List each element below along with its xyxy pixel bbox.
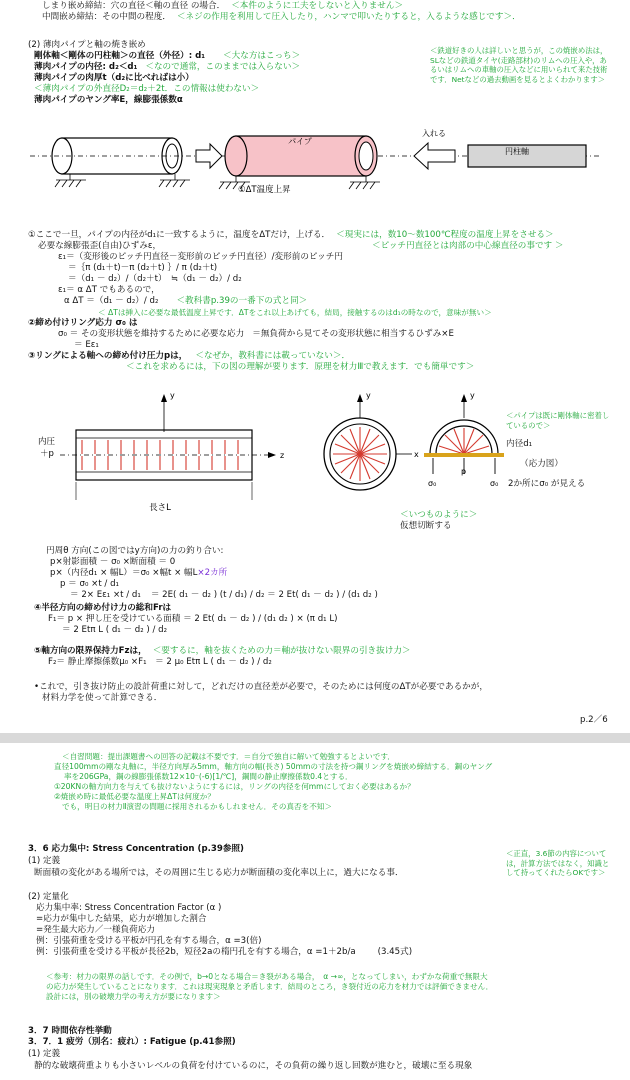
note-text: ＜いつものように＞ — [400, 510, 478, 520]
equation: p×射影面積 － σ₀ ×断面積 ＝ 0 — [50, 557, 176, 567]
equation — [70, 590, 378, 601]
equation — [64, 296, 307, 307]
text: σ₀ ＝ その変形状態を維持するために必要な応力 — [58, 329, 245, 339]
text-line: 例：引張荷重を受ける平板が円孔を有する場合，α =3(倍) — [36, 936, 262, 946]
fig-note: ＜パイプは既に剛体軸に密着しているので＞ — [506, 411, 610, 430]
text-line — [28, 351, 350, 362]
section-heading: 3．7．1 疲労（別名：疲れ）: Fatigue (p.41参照) — [28, 1037, 236, 1047]
text-line — [28, 230, 554, 241]
page-separator — [0, 733, 630, 743]
text: ①ここで一旦，パイプの内径がd₁に一致するように，温度をΔTだけ，上げる． — [28, 230, 331, 240]
text: 例：引張荷重を受ける平板が長径2b，短径2aの楕円孔を有する場合，α =1＋2b/a — [36, 947, 356, 957]
pipe-end — [225, 136, 247, 176]
figure-caption: ①ΔT温度上昇 — [238, 185, 291, 195]
note-text: ＜薄肉パイプの外直径D₂＝d₂＋2t．この情報は使わない＞ — [34, 84, 260, 94]
pressure-figure — [0, 378, 630, 538]
text: ＝ 2E( d₁ － d₂ ) (t / d₁) / d₂ ＝ 2 Et( d₁ － d₂ ) / (d₁ d₂ ) — [150, 590, 378, 600]
axis-arrow-icon — [268, 452, 276, 458]
axis-x-label: x — [414, 450, 419, 459]
text-line: ④半径方向の締め付け力の総和Frは — [34, 603, 172, 613]
axis-y-label: y — [170, 391, 175, 400]
ground-hatch — [55, 174, 190, 187]
equation: ＝（d₁ － d₂）/（d₂＋t） ≒（d₁ － d₂）/ d₂ — [68, 274, 242, 284]
sigma-label: σ₀ — [428, 479, 437, 488]
inner-diameter-label: 内径d₁ — [506, 439, 533, 449]
text-line — [34, 646, 411, 657]
page-number: p.2／6 — [580, 715, 608, 725]
note-text: ＜参考：材力の限界の話しです．その例で，b→0となる場合＝き裂がある場合， α →∞，となってしまい，わずかな荷重で無限大 — [46, 972, 488, 981]
arrow-right-icon — [196, 144, 222, 168]
text-line — [34, 51, 300, 62]
equation: ＝ Eε₁ — [74, 340, 99, 350]
note-text: ＜なので通常，このままでは入らない＞ — [145, 62, 301, 72]
axis-arrow-icon — [161, 394, 167, 402]
equation: ＝｛π (d₁＋t)－π (d₂＋t) ｝/ π (d₂＋t) — [68, 263, 218, 273]
section-heading: (2) 薄肉パイプと軸の焼き嵌め — [28, 40, 146, 50]
text: ＝ 2× Eε₁ ×t / d₁ — [70, 590, 141, 600]
note-text: ＜要するに，軸を抜くための力＝軸が抜けない限界の引き抜け力＞ — [152, 646, 411, 656]
equation — [50, 568, 227, 579]
arrow-left-icon — [414, 143, 455, 169]
note-text: ＜なぜか，教科書には載っていない＞． — [195, 351, 351, 361]
equation: ε₁＝（変形後のピッチ円直径－変形前のピッチ円直径）/変形前のピッチ円 — [58, 252, 343, 262]
note-text: ①20KNの軸方向力を与えても抜けないようにするには，リングの内径を何mmにしておく必要はあるか？ — [54, 782, 415, 791]
side-note: ＜正直，3.6節の内容については，計算方法ではなく，知識として持ってくれたらOKです＞ — [506, 849, 610, 878]
length-label: 長さL — [149, 503, 171, 513]
equation: p ＝ σ₀ ×t / d₁ — [60, 579, 119, 589]
text-line: 材料力学を使って計算できる． — [42, 693, 163, 703]
note-text: でも，明日の材力Ⅱ演習の問題に採用されるかもしれません．その真否を不知＞ — [62, 802, 332, 811]
stress-figure-label: （応力図） — [520, 459, 563, 469]
note-text: ＜大な方はこっち＞ — [223, 51, 301, 61]
fig-text: 2か所にσ₀ が見える — [508, 479, 586, 489]
axis-arrow-icon — [461, 394, 467, 402]
note-text: ＜本件のように工夫をしないと入りません＞ — [231, 1, 404, 11]
highlight-text: ×2カ所 — [197, 568, 228, 578]
note-text: ＜教科書p.39の一番下の式と同＞ — [176, 296, 308, 306]
note-text: ②焼嵌め時に最低必要な温度上昇ΔTは何度か？ — [54, 792, 215, 801]
note-text: 設計には，別の破壊力学の考え方が要になります＞ — [46, 992, 221, 1001]
note-text: ＜自習問題：提出課題書への回答の記載は不要です．＝自分で独自に解いて勉強するとよいです． — [62, 752, 395, 761]
text: 薄肉パイプの内径: d₂＜d₁ — [34, 62, 138, 72]
axis-z-label: z — [280, 451, 285, 460]
radial-pressure-arrows — [333, 427, 387, 481]
text-line — [42, 1, 403, 12]
equation: F₁＝ p × 押し圧を受けている面積 ＝ 2 Et( d₁ － d₂ ) / (d₁ d₂ ) × (π d₁ L) — [48, 614, 338, 624]
note-text: ＜ ΔTは挿入に必要な最低温度上昇です．ΔTをこれ以上あげても，結局，接触するのはd₁の時なので，意味が無い＞ — [98, 308, 492, 317]
insert-label: 入れる — [422, 129, 446, 138]
note-text: ＜ピッチ円直径とは肉部の中心線直径の事です ＞ — [372, 241, 564, 251]
subheading: (2) 定量化 — [28, 892, 69, 902]
equation: ε₁＝ α ΔT でもあるので， — [58, 285, 160, 295]
page-2 — [0, 743, 630, 1080]
pipe-bore — [359, 142, 373, 170]
text-line: =発生最大応力／一様負荷応力 — [36, 925, 155, 935]
text-line: 円周θ 方向(この図ではy方向)の力の釣り合い: — [46, 546, 224, 556]
fig-text: 仮想切断する — [400, 521, 452, 531]
axis-y-label: y — [366, 391, 371, 400]
plus-p-label: ＋p — [40, 449, 54, 459]
pipe-label: パイプ — [288, 137, 312, 146]
p-label: p — [461, 467, 467, 476]
cut-plane — [424, 453, 504, 457]
note-text: 直径100mmの剛な丸軸に，半径方向厚み5mm，軸方向の幅(長さ) 50mmの寸法を持つ鋼リングを焼嵌め締結する．鋼のヤング — [54, 762, 493, 771]
text-line: 断面積の変化がある場所では，その周囲に生じる応力が断面積の変化率以上に，過大になる事． — [34, 868, 404, 878]
text-line: ②締め付けリング応力 σ₀ は — [28, 318, 138, 328]
sigma-label: σ₀ — [490, 479, 499, 488]
text-line: =応力が集中した結果，応力が増加した割合 — [36, 914, 207, 924]
text-line: 薄肉パイプのヤング率E，線膨張係数α — [34, 95, 183, 105]
note-text: ＜これを求めるには，下の図の理解が要ります．原理を材力Ⅲで教えます．でも簡単です＞ — [126, 362, 475, 372]
text: ③リングによる軸への締め付け圧力pは， — [28, 351, 188, 361]
inner-pressure-label: 内圧 — [38, 437, 56, 447]
text: ＝無負荷から見てその変形状態に相当するひずみ×E — [252, 329, 454, 339]
text: ⑤軸方向の限界保持力Fzは， — [34, 646, 147, 656]
shrink-fit-figure — [0, 118, 630, 198]
equation: ＝ 2 Etπ L ( d₁ － d₂ ) / d₂ — [62, 625, 168, 635]
text: しまり嵌め締結：穴の直径＜軸の直径 の場合． — [42, 1, 226, 11]
text-line: 薄肉パイプの肉厚t（d₂に比べればは小） — [34, 73, 194, 83]
note-text: 率を206GPa，鋼の線膨張係数12×10⁻(-6)[1/℃]，鋼間の静止摩擦係数0.4とする． — [64, 772, 353, 781]
text: p×（内径d₁ × 幅L）＝σ₀ ×幅t × 幅L — [50, 568, 198, 578]
text-line: 必要な線膨張歪(自由)ひずみε， — [38, 241, 162, 251]
note-text: の応力が発生していることになります．これは現実現象と矛盾します．結局のところ，き裂付近の応力を材力では評価できません． — [46, 982, 494, 991]
text-line: •これで，引き抜け防止の設計荷重に対して，どれだけの直径差が必要で，そのためには何度のΔTが必要であるかが， — [34, 682, 488, 692]
section-heading: 3．7 時間依存性挙動 — [28, 1026, 112, 1036]
equation: F₂＝ 静止摩擦係数μ₀ ×F₁ ＝ 2 μ₀ Etπ L ( d₁ － d₂ ) / d₂ — [48, 657, 272, 667]
side-note: ＜鉄道好きの人は詳しいと思うが，この焼嵌め法は，SLなどの鉄道タイヤ(走路部材)のリムへの圧入や，あるいはリムへの車軸の圧入などに用いられて来た技術です．Netなどの過去動画を見るとよくわかります＞ — [430, 46, 608, 84]
shaft-label: 円柱軸 — [505, 147, 529, 156]
text-line: 応力集中率: Stress Concentration Factor (α ) — [36, 903, 222, 913]
text: α ΔT ＝（d₁ － d₂）/ d₂ — [64, 296, 159, 306]
text-line — [42, 12, 521, 23]
text: 剛体軸＜剛体の円柱軸＞の直径（外径）: d₁ — [34, 51, 206, 61]
text-line — [34, 62, 300, 73]
text: 中間嵌め締結：その中間の程度． — [42, 12, 171, 22]
subheading: (1) 定義 — [28, 856, 61, 866]
text-line: 静的な破壊荷重よりも小さいレベルの負荷を付けているのに，その負荷の繰り返し回数が進むと，破壊に至る現象 — [34, 1061, 473, 1071]
note-text: ＜現実には，数10～数100℃程度の温度上昇をさせる＞ — [336, 230, 554, 240]
text-line — [36, 947, 412, 958]
text: (3.45式) — [377, 947, 413, 957]
subheading: (1) 定義 — [28, 1049, 61, 1059]
equation — [58, 329, 454, 340]
axis-y-label: y — [470, 391, 475, 400]
axis-arrow-icon — [357, 394, 363, 402]
note-text: ＜ネジの作用を利用して圧入したり，ハンマで叩いたりすると，入るような感じです＞． — [176, 12, 521, 22]
section-heading: 3．6 応力集中: Stress Concentration (p.39参照) — [28, 844, 244, 854]
